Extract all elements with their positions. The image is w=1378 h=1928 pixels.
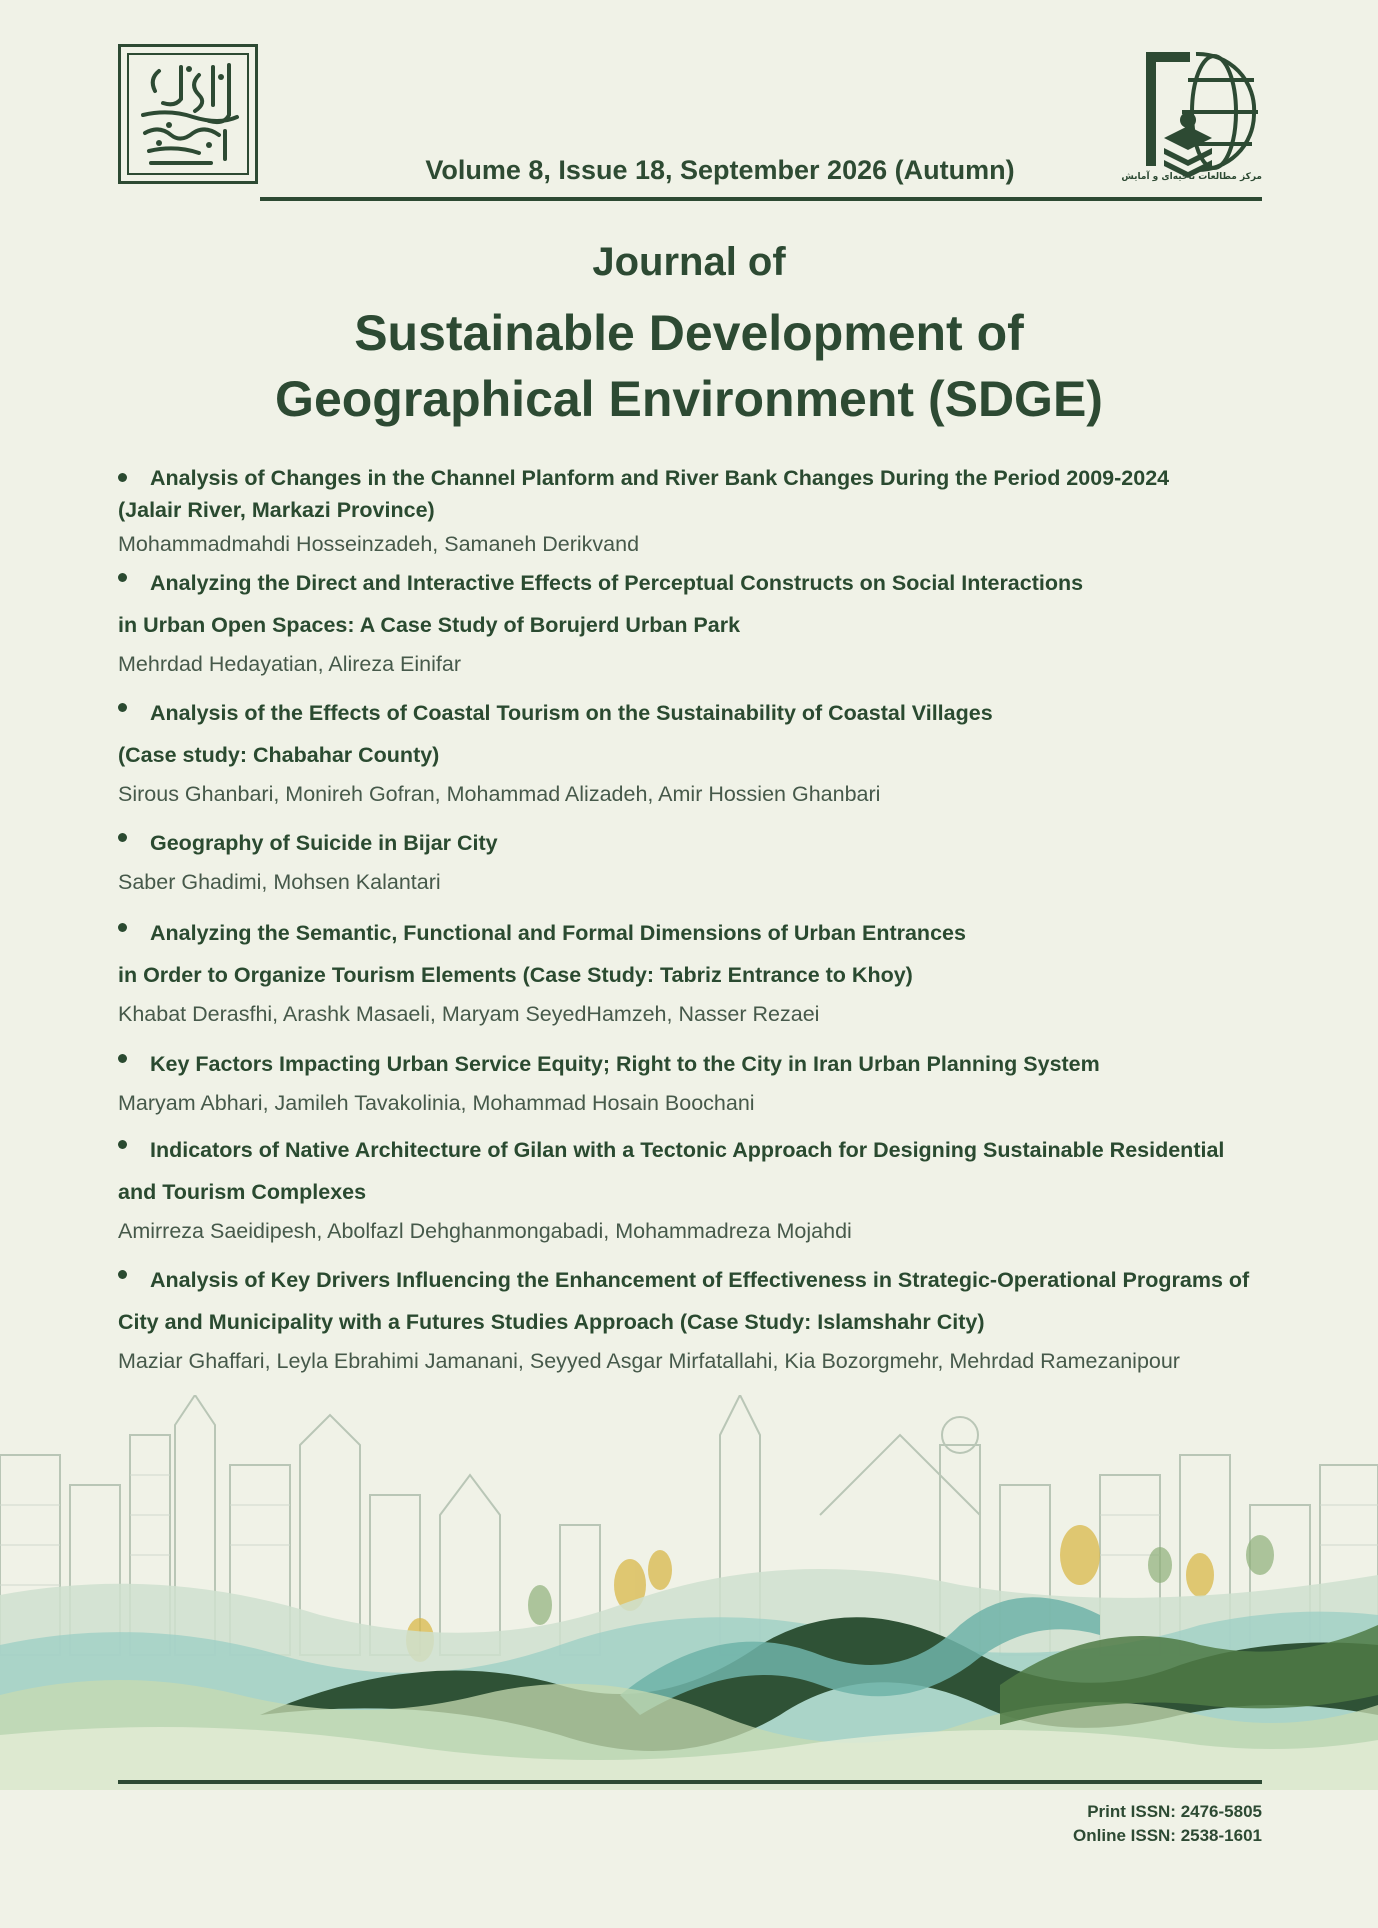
article-title-line: (Jalair River, Markazi Province) <box>118 498 435 522</box>
article-item <box>118 1043 1278 1129</box>
article-title-line: in Order to Organize Tourism Elements (Case Study: Tabriz Entrance to Khoy) <box>118 963 913 987</box>
issue-info: Volume 8, Issue 18, September 2026 (Autumn) <box>425 155 1015 185</box>
university-logo <box>118 44 258 184</box>
article-item <box>118 692 1278 822</box>
article-item <box>118 822 1278 912</box>
issn-block <box>1073 1800 1262 1848</box>
article-title-line: in Urban Open Spaces: A Case Study of Borujerd Urban Park <box>118 613 741 637</box>
table-of-contents <box>118 462 1278 1389</box>
article-title-line: Indicators of Native Architecture of Gilan with a Tectonic Approach for Designing Sustainable Residential <box>118 1129 1278 1171</box>
article-item <box>118 1129 1278 1259</box>
article-title-line: City and Municipality with a Futures Studies Approach (Case Study: Islamshahr City) <box>118 1310 985 1334</box>
journal-title <box>0 300 1378 432</box>
article-title-line: (Case study: Chabahar County) <box>118 743 440 767</box>
article-title-line: Analysis of Changes in the Channel Planform and River Bank Changes During the Period 2009-2024 <box>118 462 1278 494</box>
article-authors: Maziar Ghaffari, Leyla Ebrahimi Jamanani, Seyyed Asgar Mirfatallahi, Kia Bozorgmehr, Mehrdad Ramezanipour <box>118 1349 1180 1373</box>
center-logo-caption: مرکز مطالعات ناحیه‌ای و آمایش <box>1121 172 1262 182</box>
article-title-line: Geography of Suicide in Bijar City <box>118 822 1278 864</box>
article-authors: Sirous Ghanbari, Monireh Gofran, Mohammad Alizadeh, Amir Hossien Ghanbari <box>118 782 881 806</box>
footer-divider <box>118 1780 1262 1784</box>
calligraphy-icon <box>129 55 251 177</box>
center-logo <box>1121 44 1262 194</box>
online-issn: Online ISSN: 2538-1601 <box>1073 1826 1262 1845</box>
article-title-line: Analysis of Key Drivers Influencing the Enhancement of Effectiveness in Strategic-Operational Programs of <box>118 1259 1278 1301</box>
journal-title-line-1: Sustainable Development of <box>354 305 1024 361</box>
article-title-line: Analysis of the Effects of Coastal Tourism on the Sustainability of Coastal Villages <box>118 692 1278 734</box>
article-item <box>118 912 1278 1043</box>
article-authors: Amirreza Saeidipesh, Abolfazl Dehghanmongabadi, Mohammadreza Mojahdi <box>118 1219 852 1243</box>
journal-title-prefix: Journal of <box>592 240 786 284</box>
article-item <box>118 562 1278 692</box>
article-authors: Mohammadmahdi Hosseinzadeh, Samaneh Derikvand <box>118 532 640 556</box>
article-authors: Khabat Derasfhi, Arashk Masaeli, Maryam SeyedHamzeh, Nasser Rezaei <box>118 1002 820 1026</box>
article-item <box>118 1259 1278 1389</box>
article-authors: Maryam Abhari, Jamileh Tavakolinia, Mohammad Hosain Boochani <box>118 1091 755 1115</box>
header-divider <box>260 197 1262 201</box>
print-issn: Print ISSN: 2476-5805 <box>1087 1802 1262 1821</box>
article-title-line: Key Factors Impacting Urban Service Equity; Right to the City in Iran Urban Planning System <box>118 1043 1278 1085</box>
article-title-line: Analyzing the Direct and Interactive Effects of Perceptual Constructs on Social Interactions <box>118 562 1278 604</box>
article-title-line: Analyzing the Semantic, Functional and Formal Dimensions of Urban Entrances <box>118 912 1278 954</box>
article-authors: Mehrdad Hedayatian, Alireza Einifar <box>118 652 461 676</box>
article-item <box>118 462 1278 562</box>
article-title-line: and Tourism Complexes <box>118 1180 367 1204</box>
article-authors: Saber Ghadimi, Mohsen Kalantari <box>118 870 441 894</box>
landscape-illustration <box>0 1395 1378 1790</box>
journal-title-line-2: Geographical Environment (SDGE) <box>275 371 1103 427</box>
